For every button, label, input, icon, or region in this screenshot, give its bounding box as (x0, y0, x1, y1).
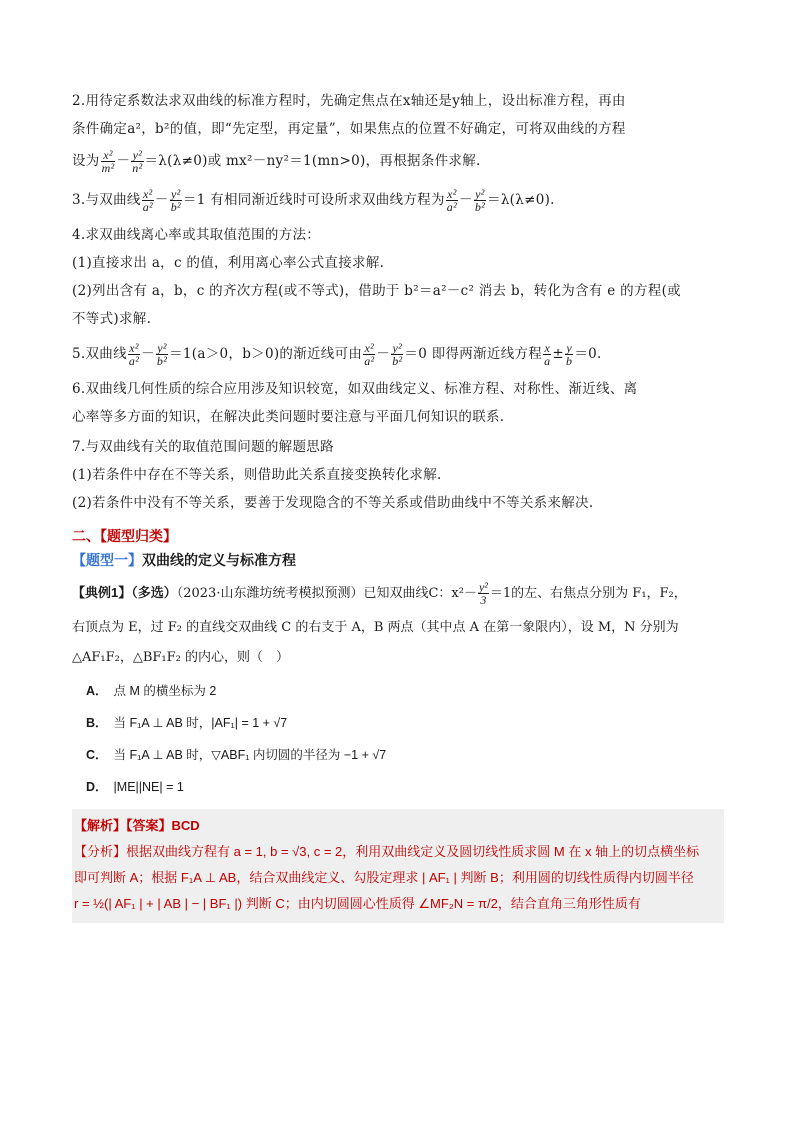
analysis-box (72, 809, 724, 923)
fraction-y2-b2 (391, 342, 403, 367)
curve-prefix: C：x²－ (428, 586, 477, 601)
fraction-numerator: y (566, 341, 573, 355)
example-label: 【典例1】（多选） (72, 585, 177, 600)
fraction-numerator: x (544, 341, 551, 355)
fraction-denominator: b (566, 354, 573, 368)
option-text: |ME||NE| = 1 (113, 780, 184, 794)
fraction-y-b (565, 342, 573, 367)
paragraph-7-2: (2)若条件中没有不等关系，要善于发现隐含的不等关系或借助曲线中不等关系来解决. (72, 495, 594, 511)
fraction-denominator: n² (132, 161, 143, 175)
paragraph-5 (72, 336, 724, 372)
minus-sign: － (376, 346, 391, 362)
fraction-denominator: a² (128, 354, 140, 368)
section-heading: 二、【题型归类】 (72, 528, 177, 544)
fraction-denominator: a² (364, 354, 375, 368)
example-line-1 (72, 576, 724, 611)
text-suffix: ＝λ(λ≠0)或 mx²－ny²＝1(mn>0)，再根据条件求解. (144, 153, 481, 169)
text-suffix: ＝0. (574, 346, 602, 362)
paragraph-3 (72, 182, 724, 218)
text-middle: ＝1(a＞0，b＞0)的渐近线可由 (169, 346, 363, 362)
fraction-y2-b2 (156, 342, 168, 367)
paragraph-4-1: (1)直接求出 a，c 的值，利用离心率公式直接求解. (72, 255, 385, 271)
paragraph-4: 4.求双曲线离心率或其取值范围的方法： (72, 227, 321, 243)
fraction-denominator: 3 (480, 593, 487, 607)
text-prefix: 设为 (72, 153, 100, 169)
paragraph-4-2-line-1: (2)列出含有 a，b，c 的齐次方程(或不等式)，借助于 b²＝a²－c² 消去 b，转化为含有 e 的方程(或 (72, 283, 681, 299)
fraction-y2-n2 (131, 149, 143, 174)
fraction-denominator: b² (170, 200, 181, 214)
option-text: 当 F₁A ⊥ AB 时，|AF₁| = 1 + √7 (113, 716, 288, 730)
fraction-numerator: x² (129, 341, 139, 355)
document-page (72, 88, 724, 923)
minus-sign: － (141, 346, 155, 362)
paragraph-6-line-1: 6.双曲线几何性质的综合应用涉及知识较宽，如双曲线定义、标准方程、对称性、渐近线、离 (72, 381, 638, 397)
fraction-x2-a2 (363, 342, 375, 367)
answer-line: 【解析】【答案】BCD (74, 818, 200, 833)
option-letter: B． (86, 716, 108, 730)
fraction-denominator: b² (392, 354, 403, 368)
minus-sign: － (154, 192, 169, 208)
fraction-numerator: y² (171, 187, 181, 201)
example-line-2: 右顶点为 E，过 F₂ 的直线交双曲线 C 的右支于 A，B 两点（其中点 A 在第一象限内），设 M，N 分别为 (72, 620, 679, 635)
fraction-x2-a2 (142, 188, 154, 213)
minus-sign: － (116, 153, 131, 169)
fraction-numerator: y² (392, 341, 403, 355)
example-line-3: △AF₁F₂，△BF₁F₂ 的内心，则（ ） (72, 650, 289, 665)
fraction-denominator: b² (156, 354, 168, 368)
option-b[interactable] (86, 713, 724, 731)
question-type-tag: 【题型一】 (72, 552, 142, 568)
fraction-numerator: x² (101, 149, 116, 162)
fraction-denominator: a (544, 354, 551, 368)
option-letter: C． (86, 748, 108, 762)
option-letter: A． (86, 684, 108, 698)
fraction-denominator: a² (142, 200, 153, 214)
example-source: （2023·山东潍坊统考模拟预测）已知双曲线 (176, 586, 429, 601)
analysis-line-2: 即可判断 A；根据 F₁A ⊥ AB，结合双曲线定义、勾股定理求 | AF₁ | 判断 B；利用圆的切线性质得内切圆半径 (74, 870, 694, 885)
question-type-text: 双曲线的定义与标准方程 (142, 552, 296, 568)
option-text: 点 M 的横坐标为 2 (113, 684, 217, 698)
fraction-x2-a2 (446, 188, 458, 213)
paragraph-2-line-2: 条件确定a²，b²的值，即“先定型，再定量”，如果焦点的位置不好确定，可将双曲线的方程 (72, 121, 626, 137)
minus-sign: － (459, 192, 473, 208)
option-c[interactable] (86, 745, 724, 763)
fraction-denominator: m² (101, 161, 115, 175)
fraction-numerator: y² (475, 187, 485, 201)
curve-suffix: ＝1的左、右焦点分别为 F₁，F₂， (489, 586, 687, 601)
fraction-numerator: y² (157, 341, 167, 355)
option-d[interactable] (86, 777, 724, 795)
text-middle: ＝1 有相同渐近线时可设所求双曲线方程为 (182, 192, 445, 208)
analysis-line-3: r = ½(| AF₁ | + | AB | − | BF₁ |) 判断 C；由内切圆圆心性质得 ∠MF₂N = π/2，结合直角三角形性质有 (74, 896, 641, 911)
paragraph-2-line-1: 2.用待定系数法求双曲线的标准方程时，先确定焦点在x轴还是y轴上，设出标准方程，再由 (72, 93, 626, 109)
paragraph-7-1: (1)若条件中存在不等关系，则借助此关系直接变换转化求解. (72, 467, 442, 483)
fraction-numerator: y² (132, 148, 143, 162)
text-prefix: 5.双曲线 (72, 346, 127, 362)
fraction-x2-m2 (101, 149, 116, 174)
paragraph-4-2-line-2: 不等式)求解. (72, 311, 152, 327)
fraction-numerator: x² (364, 341, 375, 355)
text-middle-2: ＝0 即得两渐近线方程 (404, 346, 543, 362)
fraction-numerator: y² (478, 580, 488, 594)
paragraph-7: 7.与双曲线有关的取值范围问题的解题思路 (72, 439, 334, 455)
option-letter: D． (86, 780, 108, 794)
text-suffix: ＝λ(λ≠0). (487, 192, 555, 208)
fraction-numerator: x² (447, 187, 457, 201)
fraction-denominator: a² (446, 200, 457, 214)
option-a[interactable] (86, 681, 724, 699)
paragraph-2-line-3 (72, 144, 724, 178)
fraction-y2-3 (478, 581, 489, 606)
fraction-numerator: x² (143, 187, 153, 201)
fraction-x2-a2 (128, 342, 140, 367)
text-prefix: 3.与双曲线 (72, 192, 141, 208)
question-type-heading (72, 550, 724, 570)
option-text: 当 F₁A ⊥ AB 时，▽ABF₁ 内切圆的半径为 −1 + √7 (113, 748, 387, 762)
paragraph-6-line-2: 心率等多方面的知识，在解决此类问题时要注意与平面几何知识的联系. (72, 409, 505, 425)
fraction-y2-b2 (474, 188, 486, 213)
fraction-x-a (543, 342, 551, 367)
fraction-denominator: b² (474, 200, 486, 214)
analysis-line-1: 【分析】根据双曲线方程有 a = 1, b = √3, c = 2，利用双曲线定义及圆切线性质求圆 M 在 x 轴上的切点横坐标 (74, 844, 700, 859)
fraction-y2-b2 (170, 188, 182, 213)
plus-minus-sign: ± (552, 346, 565, 362)
